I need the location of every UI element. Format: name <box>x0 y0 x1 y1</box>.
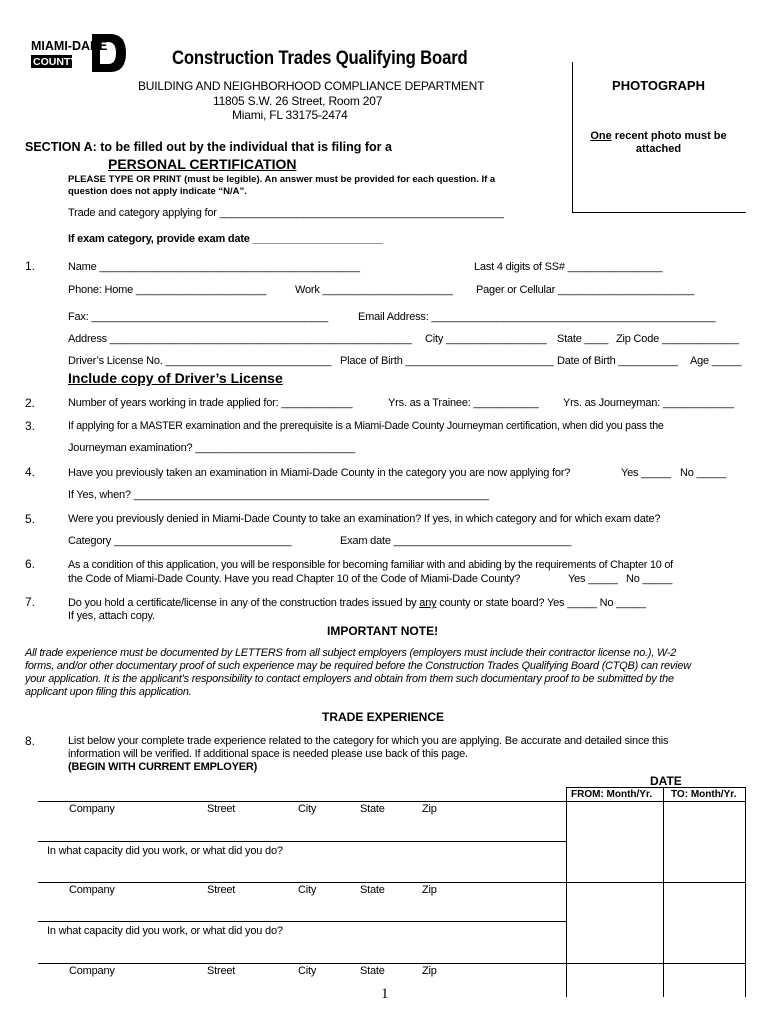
q6-text-line2: the Code of Miami-Dade County. Have you read Chapter 10 of the Code of Miami-Dade County? <box>68 573 521 585</box>
column-street: Street <box>207 884 236 896</box>
place-of-birth-field[interactable]: Place of Birth _________________________ <box>340 355 554 367</box>
trade-experience-text: List below your complete trade experience related to the category for which you are applying. Be accurate and detailed since this <box>68 735 669 747</box>
table-top-line <box>38 801 746 802</box>
include-license-note: Include copy of Driver’s License <box>68 370 283 386</box>
column-zip: Zip <box>422 965 437 977</box>
question-number: 4. <box>25 465 36 479</box>
phone-home-field[interactable]: Phone: Home ______________________ <box>68 284 267 296</box>
question-number: 6. <box>25 557 36 571</box>
city-field[interactable]: City _________________ <box>425 333 547 345</box>
denied-exam-date-field[interactable]: Exam date ______________________________ <box>340 535 572 547</box>
q6-no-field[interactable]: No _____ <box>626 573 673 585</box>
question-number: 7. <box>25 595 36 609</box>
trade-experience-text-line2: information will be verified. If additional space is needed please use back of this page. <box>68 748 468 760</box>
years-in-trade-field[interactable]: Number of years working in trade applied for: ____________ <box>68 397 353 409</box>
to-column-divider <box>663 787 664 997</box>
personal-certification-heading: PERSONAL CERTIFICATION <box>108 156 297 172</box>
section-a-heading: SECTION A: to be filled out by the individual that is filing for a <box>25 140 392 154</box>
column-company: Company <box>69 965 115 977</box>
question-number: 5. <box>25 512 36 526</box>
begin-current-employer: (BEGIN WITH CURRENT EMPLOYER) <box>68 761 258 773</box>
question-number: 3. <box>25 419 36 433</box>
photograph-heading: PHOTOGRAPH <box>612 78 705 93</box>
q4-when-field[interactable]: If Yes, when? ____________________________________________________________ <box>68 489 489 501</box>
important-note-heading: IMPORTANT NOTE! <box>327 624 439 638</box>
q4-yes-field[interactable]: Yes _____ <box>621 467 671 479</box>
trade-experience-heading: TRADE EXPERIENCE <box>322 710 445 724</box>
name-field[interactable]: Name ____________________________________________ <box>68 261 360 273</box>
pager-cellular-field[interactable]: Pager or Cellular _______________________ <box>476 284 695 296</box>
drivers-license-field[interactable]: Driver’s License No. ____________________________ <box>68 355 332 367</box>
zip-code-field[interactable]: Zip Code _____________ <box>616 333 739 345</box>
email-field[interactable]: Email Address: ________________________________________________ <box>358 311 716 323</box>
column-street: Street <box>207 803 236 815</box>
ss-digits-field[interactable]: Last 4 digits of SS# ________________ <box>474 261 663 273</box>
q3-text: If applying for a MASTER examination and the prerequisite is a Miami-Dade County Journeyman certification, when did you pass the <box>68 420 664 432</box>
capacity-label[interactable]: In what capacity did you work, or what did you do? <box>47 845 283 857</box>
photo-note-line2: attached <box>635 143 682 155</box>
svg-text:MIAMI-DADE: MIAMI-DADE <box>31 39 108 53</box>
q6-yes-field[interactable]: Yes _____ <box>568 573 618 585</box>
important-note-line2: forms, and/or other documentary proof of such experience may be required before the Construction Trades Qualifying Board (CTQB) can review <box>25 660 691 672</box>
state-field[interactable]: State ____ <box>557 333 609 345</box>
fax-field[interactable]: Fax: ________________________________________ <box>68 311 329 323</box>
instructions-line1: PLEASE TYPE OR PRINT (must be legible). An answer must be provided for each question. If a <box>68 174 496 185</box>
q4-text: Have you previously taken an examination in Miami-Dade County in the category you are now applying for? <box>68 467 571 479</box>
exam-date-field[interactable]: If exam category, provide exam date ______________________ <box>68 233 383 245</box>
q7-attach-note: If yes, attach copy. <box>68 610 155 622</box>
city-state-zip: Miami, FL 33175-2474 <box>232 108 348 122</box>
column-company: Company <box>69 803 115 815</box>
column-state: State <box>360 803 385 815</box>
important-note-line4: applicant upon filing this application. <box>25 686 192 698</box>
column-street: Street <box>207 965 236 977</box>
date-header-line <box>566 787 746 788</box>
date-of-birth-field[interactable]: Date of Birth __________ <box>557 355 678 367</box>
journeyman-exam-field[interactable]: Journeyman examination? ___________________________ <box>68 442 356 454</box>
column-state: State <box>360 884 385 896</box>
question-number: 8. <box>25 734 36 748</box>
capacity-label[interactable]: In what capacity did you work, or what did you do? <box>47 925 283 937</box>
column-zip: Zip <box>422 803 437 815</box>
column-state: State <box>360 965 385 977</box>
column-zip: Zip <box>422 884 437 896</box>
to-heading: TO: Month/Yr. <box>671 789 737 800</box>
page-number: 1 <box>381 986 389 1002</box>
q5-text: Were you previously denied in Miami-Dade County to take an examination? If yes, in which category and for which exam date? <box>68 513 661 525</box>
photo-note: One recent photo must be <box>590 130 727 142</box>
row-divider <box>38 921 566 922</box>
work-phone-field[interactable]: Work ______________________ <box>295 284 453 296</box>
column-company: Company <box>69 884 115 896</box>
denied-category-field[interactable]: Category ______________________________ <box>68 535 292 547</box>
date-heading: DATE <box>650 774 682 788</box>
important-note-line1: All trade experience must be documented by LETTERS from all subject employers (employers must include their contractor license no.), W-2 <box>25 647 677 659</box>
q7-text: Do you hold a certificate/license in any of the construction trades issued by any county or state board? Yes _____ No _____ <box>68 597 646 609</box>
department-name: BUILDING AND NEIGHBORHOOD COMPLIANCE DEPARTMENT <box>138 79 485 93</box>
years-journeyman-field[interactable]: Yrs. as Journeyman: ____________ <box>563 397 734 409</box>
question-number: 2. <box>25 396 36 410</box>
street-address: 11805 S.W. 26 Street, Room 207 <box>213 94 383 108</box>
instructions-line2: question does not apply indicate “N/A”. <box>68 186 247 197</box>
question-number: 1. <box>25 259 36 273</box>
page-title: Construction Trades Qualifying Board <box>172 48 468 69</box>
q6-text: As a condition of this application, you will be responsible for becoming familiar with and abiding by the requirements of Chapter 10 of <box>68 559 673 571</box>
from-heading: FROM: Month/Yr. <box>571 789 653 800</box>
row-divider <box>38 882 746 883</box>
from-column-divider <box>566 787 567 997</box>
trade-category-field[interactable]: Trade and category applying for ________________________________________________ <box>68 207 504 219</box>
age-field[interactable]: Age _____ <box>690 355 742 367</box>
column-city: City <box>298 884 317 896</box>
svg-text:COUNTY: COUNTY <box>33 56 78 68</box>
column-city: City <box>298 803 317 815</box>
miami-dade-county-logo <box>30 30 128 76</box>
important-note-line3: your application. It is the applicant’s responsibility to contact employers and obtain from them such documentary proof to be submitted by the <box>25 673 674 685</box>
q4-no-field[interactable]: No _____ <box>680 467 727 479</box>
table-right-border <box>745 787 746 997</box>
row-divider <box>38 963 746 964</box>
address-field[interactable]: Address ___________________________________________________ <box>68 333 412 345</box>
years-trainee-field[interactable]: Yrs. as a Trainee: ___________ <box>388 397 539 409</box>
row-divider <box>38 841 566 842</box>
column-city: City <box>298 965 317 977</box>
